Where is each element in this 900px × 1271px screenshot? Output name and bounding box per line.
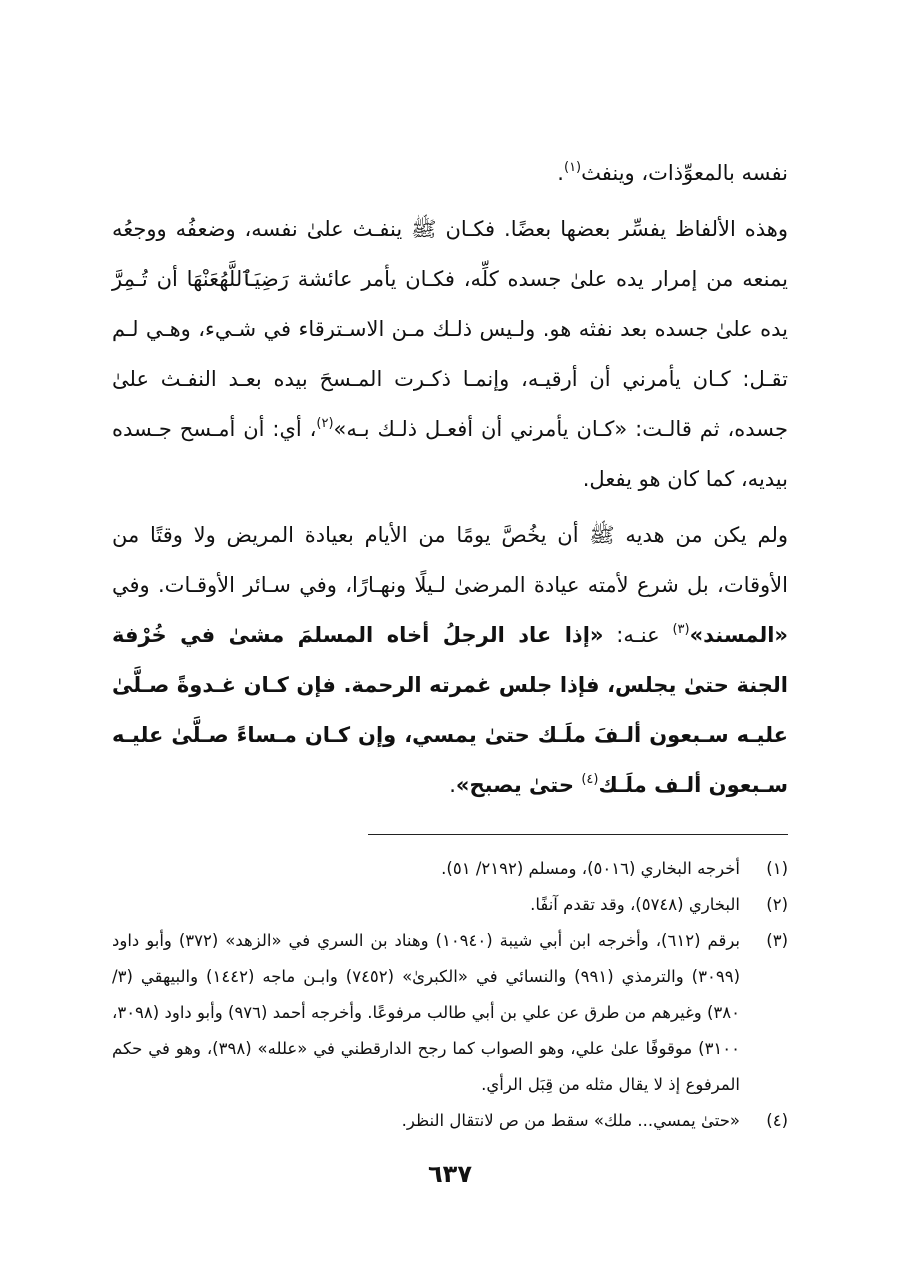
footnote-text: «حتىٰ يمسي... ملك» سقط من ص لانتقال النظر. — [401, 1111, 740, 1130]
footnote-number: (٤) — [766, 1111, 788, 1130]
footnote-text: البخاري (٥٧٤٨)، وقد تقدم آنفًا. — [530, 895, 740, 914]
footnote-text: أخرجه البخاري (٥٠١٦)، ومسلم (٢١٩٢/ ٥١). — [441, 859, 740, 878]
footnotes-list — [112, 851, 788, 1139]
footnote-ref-3[interactable]: (٣) — [672, 622, 690, 637]
hadith-quote-end: حتىٰ يصبح» — [455, 773, 582, 797]
paragraph-end: . — [449, 773, 456, 797]
paragraph-text: ولم يكن من هديه ﷺ أن يخُصَّ يومًا من الأيام بعيادة المريض ولا وقتًا من الأوقات، بل شرع لأمته عيادة المرضىٰ لـيلًا ونهـارًا، وفي سـائر الأوقـات. وفي — [112, 523, 788, 597]
paragraph-tail: ، أي: أن أمـسح جـسده بيديه، كما كان هو يفعل. — [112, 417, 788, 491]
footnote-item — [112, 887, 788, 923]
footnote-number: (١) — [766, 859, 788, 878]
footnote-ref-4[interactable]: (٤) — [581, 772, 599, 787]
footnote-ref-2[interactable]: (٢) — [316, 416, 334, 431]
footnote-item — [112, 923, 788, 1103]
paragraph-continuation — [112, 148, 788, 198]
footnote-number: (٣) — [766, 931, 788, 950]
page-number: ٦٣٧ — [428, 1160, 472, 1188]
page-content — [112, 148, 788, 1139]
footnote-item — [112, 1103, 788, 1139]
paragraph-interpretation — [112, 204, 788, 504]
paragraph-text: نفسه بالمعوِّذات، وينفث — [581, 161, 788, 185]
footnote-ref-1[interactable]: (١) — [563, 160, 582, 175]
paragraph-mid: عنـه: — [603, 623, 673, 647]
footnote-divider — [368, 834, 788, 835]
footnote-item — [112, 851, 788, 887]
paragraph-text: وهذه الألفاظ يفسِّر بعضها بعضًا. فكـان ﷺ ينفـث علىٰ نفسه، وضعفُه ووجعُه يمنعه من إمرار يده علىٰ جسده كلِّه، فكـان يأمر عائشة رَضِيَٱللَّهُعَنْهَا أن تُـمِرَّ يده علىٰ جسده بعد نفثه هو. ولـيس ذلـك مـن الاسـترقاء في شـيء، وهـي لـم تقـل: كـان يأمرني أن أرقيـه، وإنمـا ذكـرت المـسحَ بيده بعـد النفـث علىٰ جسده، ثم قالـت: «كـان يأمرني أن أفعـل ذلـك بـه» — [112, 217, 788, 441]
footnote-number: (٢) — [766, 895, 788, 914]
paragraph-visiting-sick — [112, 510, 788, 810]
book-title-musnad: «المسند» — [689, 623, 788, 647]
paragraph-end: . — [557, 161, 564, 185]
footnote-text: برقم (٦١٢)، وأخرجه ابن أبي شيبة (١٠٩٤٠) وهناد بن السري في «الزهد» (٣٧٢) وأبو داود (٣٠٩٩) والترمذي (٩٩١) والنسائي في «الكبرىٰ» (٧٤٥٢) وابـن ماجه (١٤٤٢) والبيهقي (٣/ ٣٨٠) وغيرهم من طرق عن علي بن أبي طالب مرفوعًا. وأخرجه أحمد (٩٧٦) وأبو داود (٣٠٩٨، ٣١٠٠) موقوفًا علىٰ علي، وهو الصواب كما رجح الدارقطني في «علله» (٣٩٨)، وهو في حكم المرفوع إذ لا يقال مثله من قِبَل الرأي. — [112, 931, 741, 1094]
hadith-quote: «إذا عاد الرجلُ أخاه المسلمَ مشىٰ في خُرْفة الجنة حتىٰ يجلس، فإذا جلس غمرته الرحمة. فإن كـان غـدوةً صـلَّىٰ عليـه سـبعون ألـفَ ملَـك حتىٰ يمسي، وإن كـان مـساءً صـلَّىٰ عليـه سـبعون ألـف ملَـك — [112, 623, 788, 797]
